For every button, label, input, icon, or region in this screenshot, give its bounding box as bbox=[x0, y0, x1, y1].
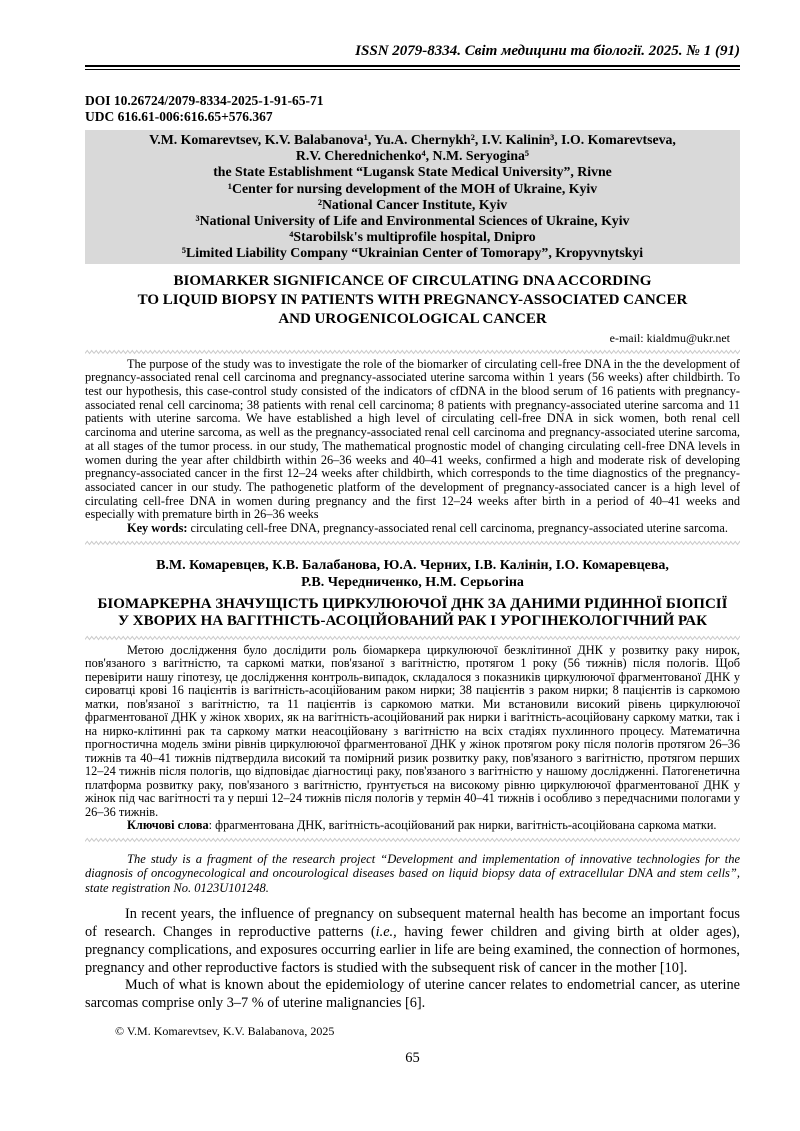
authors-ua bbox=[85, 557, 740, 591]
divider-zigzag bbox=[85, 837, 740, 843]
abstract-ua: Метою дослідження було дослідити роль біомаркера циркулюючої безклітинної ДНК у розвитку раку нирок, пов'язаного з вагітністю, та саркомі матки, пов'язаної з вагітністю, протягом 1 року (56 тижнів) після пологів. Щоб перевірити нашу гіпотезу, це дослідження контроль-випадок, складалося з показників циркулюючої фрагментованої ДНК у сироватці крові 16 пацієнтів із вагітність-асоційованим раком нирки; 38 пацієнтів з раком нирки; 8 пацієнтів із саркомою матки, пов'язаної з вагітністю, та 11 пацієнтів із саркомою матки. Ми встановили високий рівень циркулюючої фрагментованої ДНК у жінок хворих, як на вагітність-асоційований рак нирки і вагітність-асоційовану саркому матки, так і на нирко-клітинні рак та саркому матки неасоційовану з вагітністю на всіх стадіях пухлинного процесу. Математична прогностична модель зміни рівнів циркулюючої фрагментованої ДНК у жінок протягом року після пологів протягом 26–36 тижнів та 40–41 тижнів підтвердила високий та помірний ризик розвитку раку, пов'язаного з вагітністю, протягом перших 12–24 тижнів після пологів, що відповідає діагностиці раку, пов'язаного з вагітністю у нашому дослідженні. Патогенетична платформа розвитку раку, пов'язаного з вагітністю, ґрунтується на високому рівню циркулюючої фрагментованої ДНК у жінок під час вагітності та у перші 12–24 тижнів після пологів у термін 40–41 тижнів і особливо з передчасними пологами у 26–36 тижнів. bbox=[85, 642, 740, 819]
affiliation-line: the State Establishment “Lugansk State Medical University”, Rivne bbox=[213, 164, 612, 180]
keywords-ua bbox=[85, 819, 740, 833]
abstract-en: The purpose of the study was to investigate the role of the biomarker of circulating cell-free DNA in the the development of pregnancy-associated renal cell carcinoma and pregnancy-associated uterine sarcoma within 1 years (56 weeks) after childbirth. To test our hypothesis, this case-control study consisted of the indicators of cfDNA in the blood serum of 16 patients with pregnancy-associated renal cell carcinoma; 38 patients with renal cell carcinoma; 8 patients with pregnancy-associated uterine sarcoma and 11 patients with uterine sarcoma. We have established a high level of circulating cell-free DNA in sick women, both renal cell carcinoma and uterine sarcoma, as well as the pregnancy-associated renal cell carcinoma and pregnancy-associated uterine sarcoma, at all stages of the tumor process. in our study, The mathematical prognostic model of changing circulating cell-free DNA levels in women during the year after childbirth within 26–36 weeks and 40–41 weeks, confirmed a high and moderate risk of developing pregnancy-associated cancer in the first 12–24 weeks after childbirth, which corresponds to the time diagnostics of the pregnancy-associated cancer in our study. The pathogenetic platform of the development of pregnancy-associated cancer is a high level of circulating cell-free DNA in women during pregnancy and the first 12–24 weeks after birth in a period of 40–41 weeks and especially with premature birth in 26–36 weeks bbox=[85, 356, 740, 522]
article-title-ua-line: БІОМАРКЕРНА ЗНАЧУЩІСТЬ ЦИРКУЛЮЮЧОЇ ДНК ЗА ДАНИМИ РІДИННОЇ БІОПСІЇ bbox=[97, 595, 728, 612]
keywords-label-ua: Ключові слова bbox=[127, 818, 209, 833]
author-line-ua: В.М. Комаревцев, К.В. Балабанова, Ю.А. Черних, І.В. Калінін, І.О. Комаревцева, bbox=[156, 557, 669, 573]
header-rule-thin bbox=[85, 69, 740, 70]
divider-zigzag bbox=[85, 635, 740, 641]
body-paragraph: Much of what is known about the epidemiology of uterine cancer relates to endometrial cancer, as uterine sarcomas comprise only 3–7 % of uterine malignancies [6]. bbox=[85, 977, 740, 1012]
keywords-en bbox=[85, 522, 740, 536]
body-paragraph bbox=[85, 906, 740, 977]
keywords-text-ua: : фрагментована ДНК, вагітність-асоційований рак нирки, вагітність-асоційована саркома матки. bbox=[208, 818, 717, 833]
affiliation-line: ⁵Limited Liability Company “Ukrainian Center of Tomorapy”, Kropyvnytskyi bbox=[181, 245, 644, 261]
body-text-italic: i.e., bbox=[375, 924, 397, 941]
divider-zigzag bbox=[85, 349, 740, 355]
author-line-en: V.M. Komarevtsev, K.V. Balabanova¹, Yu.A. Chernykh², I.V. Kalinin³, I.O. Komarevtseva, bbox=[149, 132, 676, 147]
body-text: having fewer children and giving birth at older ages), pregnancy complications, and exposures occurring earlier in life are being examined, the connection of hormones, pregnancy and other reproductive factors is studied with the subsequent risk of cancer in the mother [10]. bbox=[85, 924, 740, 976]
affiliation-line: ⁴Starobilsk's multiprofile hospital, Dnipro bbox=[289, 229, 536, 245]
affiliation-line: ³National University of Life and Environmental Sciences of Ukraine, Kyiv bbox=[195, 213, 630, 229]
article-title-en bbox=[85, 272, 740, 329]
author-line-en: R.V. Cherednichenko⁴, N.M. Seryogina⁵ bbox=[295, 148, 530, 164]
page-number: 65 bbox=[405, 1050, 420, 1067]
article-title-ua bbox=[85, 596, 740, 631]
doi-line: DOI 10.26724/2079-8334-2025-1-91-65-71 bbox=[85, 93, 324, 108]
divider-zigzag bbox=[85, 540, 740, 546]
email-line: e-mail: kialdmu@ukr.net bbox=[609, 330, 730, 345]
author-line-ua: Р.В. Чередниченко, Н.М. Серьогіна bbox=[301, 574, 524, 590]
article-title-line: BIOMARKER SIGNIFICANCE OF CIRCULATING DNA ACCORDING bbox=[173, 272, 652, 289]
article-title-line: AND UROGENICOLOGICAL CANCER bbox=[278, 310, 547, 327]
udc-line: UDC 616.61-006:616.65+576.367 bbox=[85, 109, 273, 124]
affiliation-line: ²National Cancer Institute, Kyiv bbox=[317, 196, 508, 212]
keywords-text-en: circulating cell-free DNA, pregnancy-associated renal cell carcinoma, pregnancy-associated uterine sarcoma. bbox=[190, 521, 728, 536]
journal-header: ISSN 2079-8334. Світ медицини та біології. 2025. № 1 (91) bbox=[355, 43, 740, 59]
article-title-ua-line: У ХВОРИХ НА ВАГІТНІСТЬ-АСОЦІЙОВАНИЙ РАК І УРОГІНЕКОЛОГІЧНИЙ РАК bbox=[118, 613, 707, 630]
header-rule-thick bbox=[85, 65, 740, 67]
copyright-line: © V.M. Komarevtsev, K.V. Balabanova, 2025 bbox=[115, 1024, 335, 1039]
research-project-note: The study is a fragment of the research project “Development and implementation of innovative technologies for the diagnosis of oncogynecological and oncourological diseases based on liquid biopsy data of extracellular DNA and stem cells”, state registration No. 0123U101248. bbox=[85, 851, 740, 895]
authors-affiliations-block bbox=[85, 130, 740, 264]
article-title-line: TO LIQUID BIOPSY IN PATIENTS WITH PREGNANCY-ASSOCIATED CANCER bbox=[137, 291, 688, 308]
body-text: In recent years, the influence of pregnancy on subsequent maternal health has become an important focus of research. Changes in reproductive patterns ( bbox=[85, 906, 740, 941]
affiliation-line: ¹Center for nursing development of the MOH of Ukraine, Kyiv bbox=[227, 180, 598, 196]
keywords-label-en: Key words: bbox=[127, 521, 191, 536]
